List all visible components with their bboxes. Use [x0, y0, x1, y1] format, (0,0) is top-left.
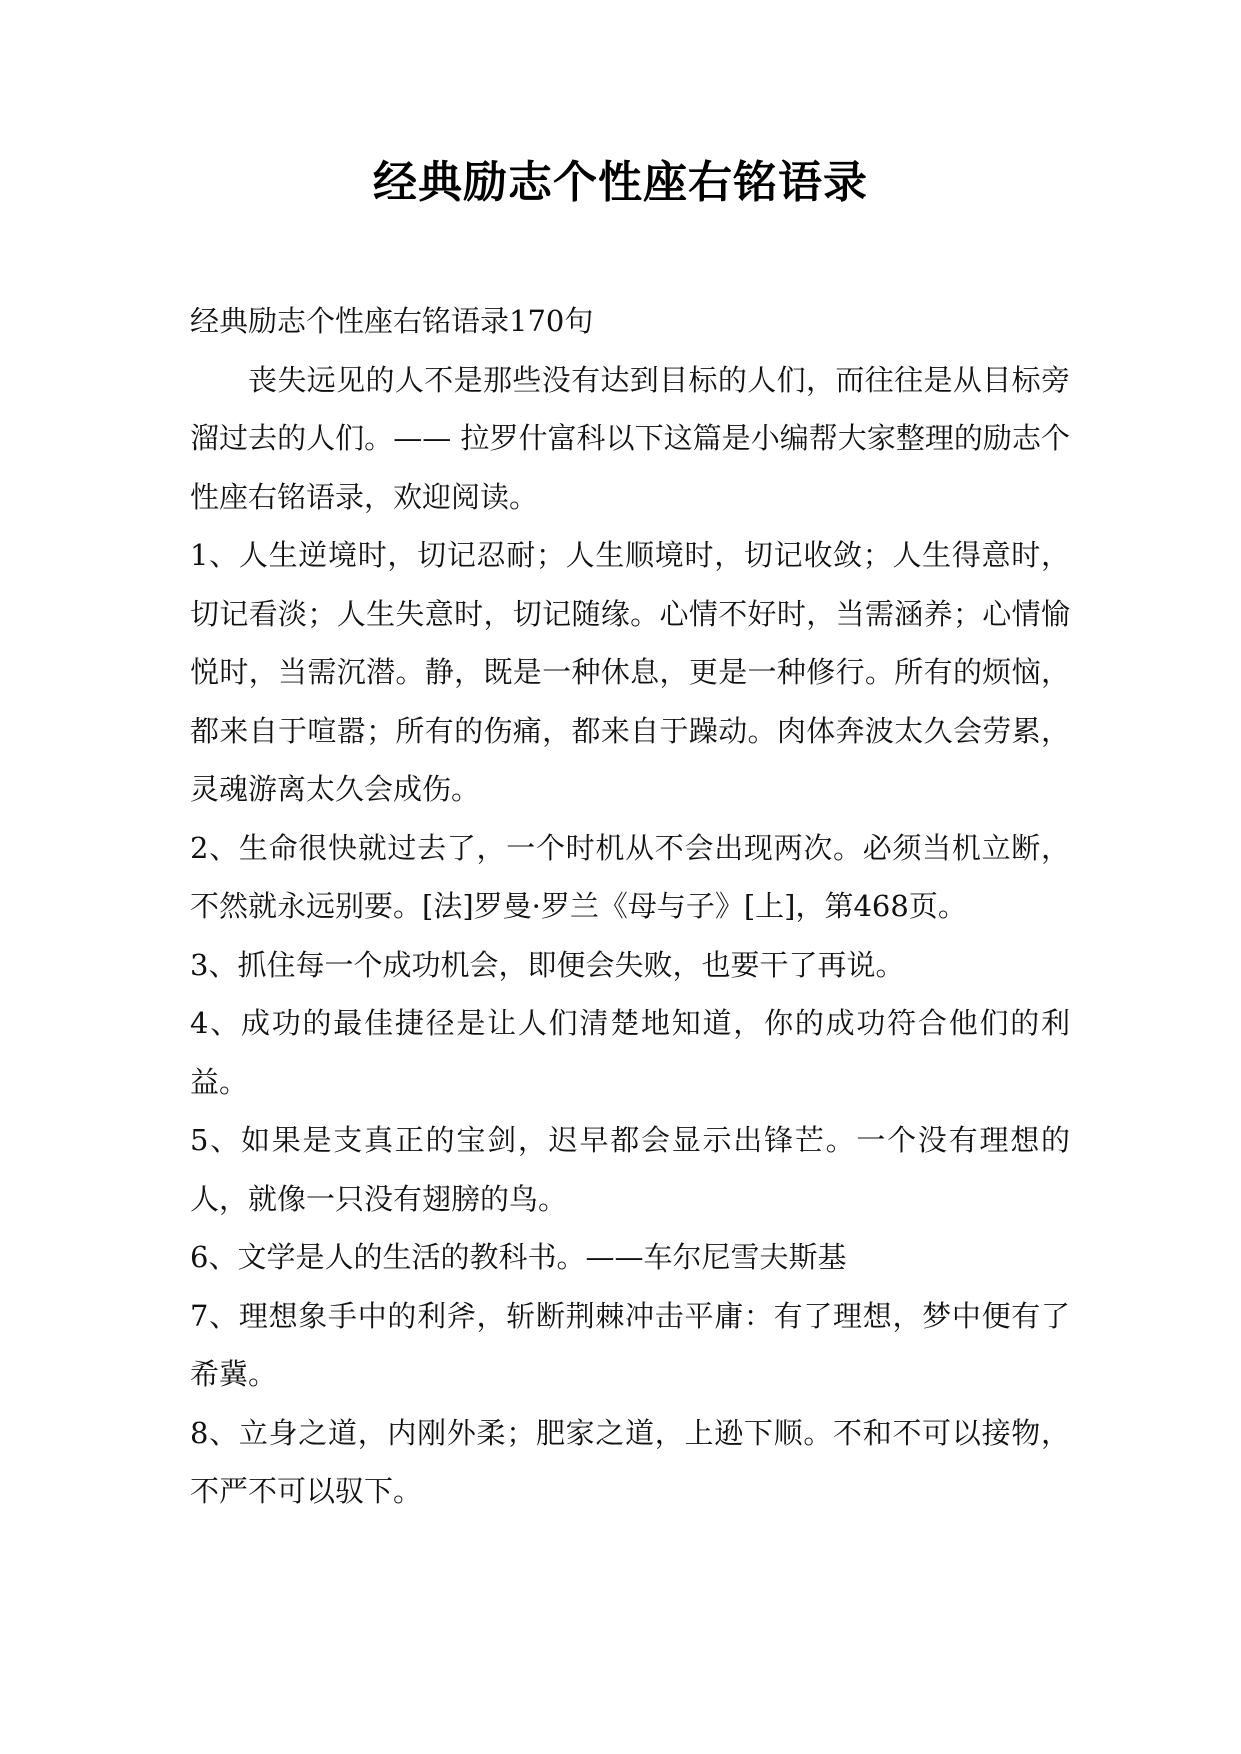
paragraph-item-6: 6、文学是人的生活的教科书。——车尔尼雪夫斯基 — [190, 1240, 847, 1274]
document-body — [190, 292, 1070, 1521]
paragraph-item-2: 2、生命很快就过去了，一个时机从不会出现两次。必须当机立断，不然就永远别要。[法]罗曼·罗兰《母与子》[上]，第468页。 — [190, 830, 1070, 923]
paragraph-item-3: 3、抓住每一个成功机会，即便会失败，也要干了再说。 — [190, 947, 905, 982]
paragraph-item-8: 8、立身之道，内刚外柔；肥家之道，上逊下顺。不和不可以接物，不严不可以驭下。 — [190, 1415, 1070, 1508]
document-title: 经典励志个性座右铭语录 — [373, 157, 868, 208]
paragraph-item-1: 1、人生逆境时，切记忍耐；人生顺境时，切记收敛；人生得意时，切记看淡；人生失意时，切记随缘。心情不好时，当需涵养；心情愉悦时，当需沉潜。静，既是一种休息，更是一种修行。所有的烦恼，都来自于喧嚣；所有的伤痛，都来自于躁动。肉体奔波太久会劳累，灵魂游离太久会成伤。 — [190, 538, 1070, 806]
paragraph-item-4: 4、成功的最佳捷径是让人们清楚地知道，你的成功符合他们的利益。 — [190, 1006, 1070, 1099]
paragraph-item-7: 7、理想象手中的利斧，斩断荆棘冲击平庸：有了理想，梦中便有了希冀。 — [190, 1298, 1070, 1391]
paragraph-intro: 丧失远见的人不是那些没有达到目标的人们，而往往是从目标旁溜过去的人们。—— 拉罗什富科以下这篇是小编帮大家整理的励志个性座右铭语录，欢迎阅读。 — [190, 362, 1070, 514]
paragraph-subtitle: 经典励志个性座右铭语录170句 — [190, 304, 594, 338]
paragraph-item-5: 5、如果是支真正的宝剑，迟早都会显示出锋芒。一个没有理想的人，就像一只没有翅膀的鸟。 — [190, 1123, 1070, 1216]
